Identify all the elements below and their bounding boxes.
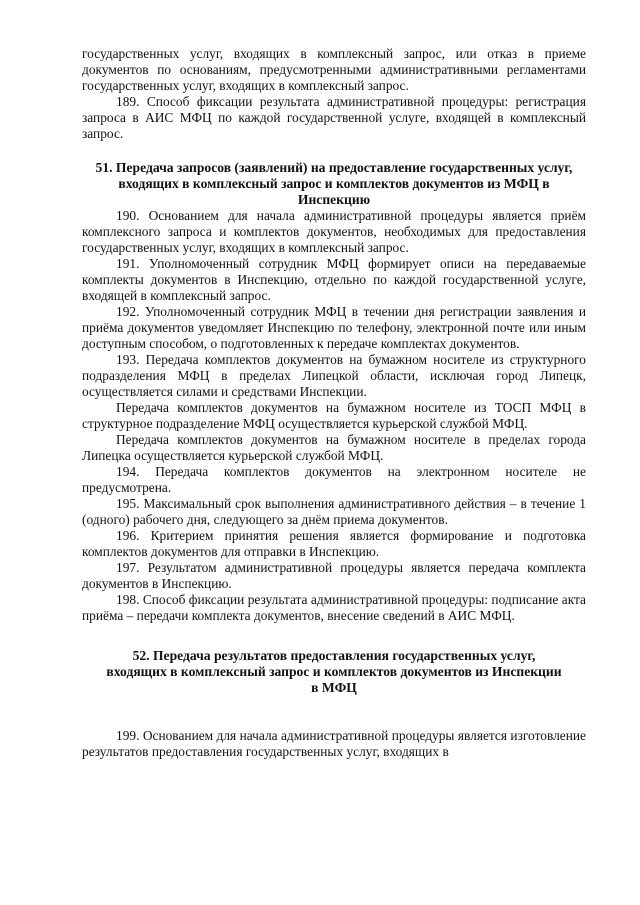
paragraph-193-lipetsk: Передача комплектов документов на бумажном носителе в пределах города Липецка осуществляется курьерской службой МФЦ. <box>82 432 586 463</box>
paragraph-193-tosp: Передача комплектов документов на бумажном носителе из ТОСП МФЦ в структурное подразделение МФЦ осуществляется курьерской службой МФЦ. <box>82 400 586 431</box>
paragraph-190: 190. Основанием для начала административной процедуры является приём комплексного запроса и комплектов документов, необходимых для предоставления государственных услуг, входящих в комплексный запрос. <box>82 208 586 255</box>
paragraph-192: 192. Уполномоченный сотрудник МФЦ в течении дня регистрации заявления и приёма документов уведомляет Инспекцию по телефону, электронной почте или иным доступным способом, о подготовленных к передаче комплектах документов. <box>82 304 586 351</box>
section-51-heading: 51. Передача запросов (заявлений) на предоставление государственных услуг, входящих в комплексный запрос и комплектов документов из МФЦ в Инспекцию <box>95 160 573 207</box>
paragraph-191: 191. Уполномоченный сотрудник МФЦ формирует описи на передаваемые комплекты документов в Инспекцию, отдельно по каждой государственной услуге, входящей в комплексный запрос. <box>82 256 586 303</box>
paragraph-198: 198. Способ фиксации результата административной процедуры: подписание акта приёма – передачи комплекта документов, внесение сведений в АИС МФЦ. <box>82 592 586 623</box>
paragraph-194: 194. Передача комплектов документов на электронном носителе не предусмотрена. <box>82 464 586 495</box>
paragraph-196: 196. Критерием принятия решения является формирование и подготовка комплектов документов для отправки в Инспекцию. <box>82 528 586 559</box>
paragraph-189: 189. Способ фиксации результата административной процедуры: регистрация запроса в АИС МФЦ по каждой государственной услуге, входящей в комплексный запрос. <box>82 94 586 141</box>
paragraph-199: 199. Основанием для начала административной процедуры является изготовление результатов предоставления государственных услуг, входящих в <box>82 728 586 759</box>
paragraph-195: 195. Максимальный срок выполнения административного действия – в течение 1 (одного) рабочего дня, следующего за днём приема документов. <box>82 496 586 527</box>
paragraph-193: 193. Передача комплектов документов на бумажном носителе из структурного подразделения МФЦ в пределах Липецкой области, исключая город Липецк, осуществляется силами и средствами Инспекции. <box>82 352 586 399</box>
paragraph-197: 197. Результатом административной процедуры является передача комплекта документов в Инспекцию. <box>82 560 586 591</box>
section-52-heading: 52. Передача результатов предоставления государственных услуг, входящих в комплексный запрос и комплектов документов из Инспекции в МФЦ <box>106 648 562 695</box>
paragraph-continuation: государственных услуг, входящих в комплексный запрос, или отказ в приеме документов по основаниям, предусмотренными административными регламентами государственных услуг, входящих в комплексный запрос. <box>82 46 586 93</box>
